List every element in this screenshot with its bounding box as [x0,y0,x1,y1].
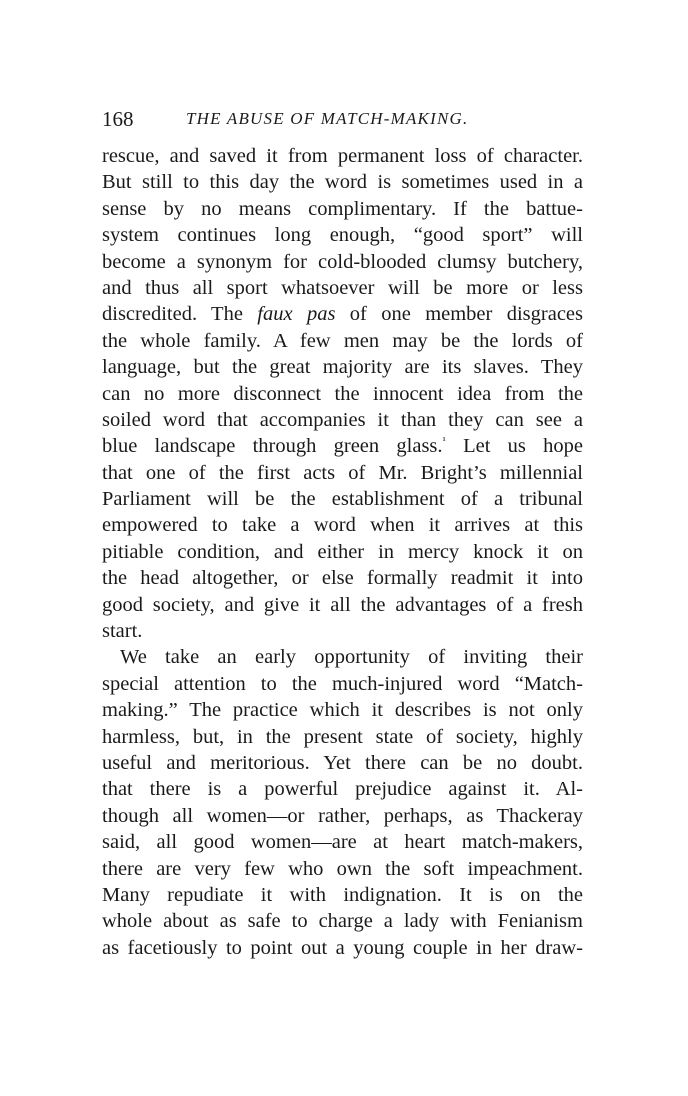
text-line: special attention to the much-injured word “Match- [102,672,583,695]
paragraph-2 [102,644,583,961]
text-line: whole about as safe to charge a lady with Fenianism [102,910,583,933]
text-line: start. [102,620,143,643]
text-line: rescue, and saved it from permanent loss of character. [102,145,583,167]
text-line: useful and meritorious. Yet there can be no doubt. [102,751,583,774]
text-fragment: Let us hope [463,435,583,458]
footnote-mark: ¹ [442,435,446,448]
text-line: soiled word that accompanies it than they can see a [102,408,583,431]
text-line: that one of the first acts of Mr. Bright’s millennial [102,461,583,484]
italic-phrase: faux pas [257,303,336,326]
body-text [102,143,583,961]
text-line: We take an early opportunity of inviting their [120,646,583,669]
text-line: sense by no means complimentary. If the battue- [102,197,583,220]
text-line: making.” The practice which it describes is not only [102,699,583,722]
text-line: can no more disconnect the innocent idea from the [102,382,583,405]
text-fragment: of one member disgraces [349,303,583,326]
text-line: though all women—or rather, perhaps, as Thackeray [102,804,583,827]
text-line: empowered to take a word when it arrives at this [102,514,583,537]
text-line: said, all good women—are at heart match-makers, [102,831,583,854]
text-line: But still to this day the word is sometimes used in a [102,171,583,194]
text-fragment: blue landscape through green glass. [102,435,443,458]
text-line: Parliament will be the establishment of a tribunal [102,488,583,511]
text-line: Many repudiate it with indignation. It is on the [102,883,583,906]
text-line: the head altogether, or else formally readmit it into [102,567,583,590]
text-line: and thus all sport whatsoever will be more or less [102,276,583,299]
running-title: THE ABUSE OF MATCH-MAKING. [186,109,469,128]
text-line [102,433,583,459]
text-fragment: discredited. The [102,303,243,326]
text-line: good society, and give it all the advantages of a fresh [102,593,583,616]
text-line: there are very few who own the soft impeachment. [102,857,583,880]
text-line: system continues long enough, “good sport” will [102,224,583,247]
text-line: language, but the great majority are its slaves. They [102,356,583,379]
text-line: pitiable condition, and either in mercy knock it on [102,540,583,563]
text-line: that there is a powerful prejudice against it. Al- [102,778,583,801]
text-line: harmless, but, in the present state of society, highly [102,725,583,748]
text-line: the whole family. A few men may be the lords of [102,329,583,352]
page-number: 168 [102,107,134,131]
paragraph-1 [102,143,583,644]
text-line: become a synonym for cold-blooded clumsy butchery, [102,250,583,273]
page-header [102,104,582,134]
text-line [102,301,583,327]
text-line: as facetiously to point out a young couple in her draw- [102,936,583,959]
